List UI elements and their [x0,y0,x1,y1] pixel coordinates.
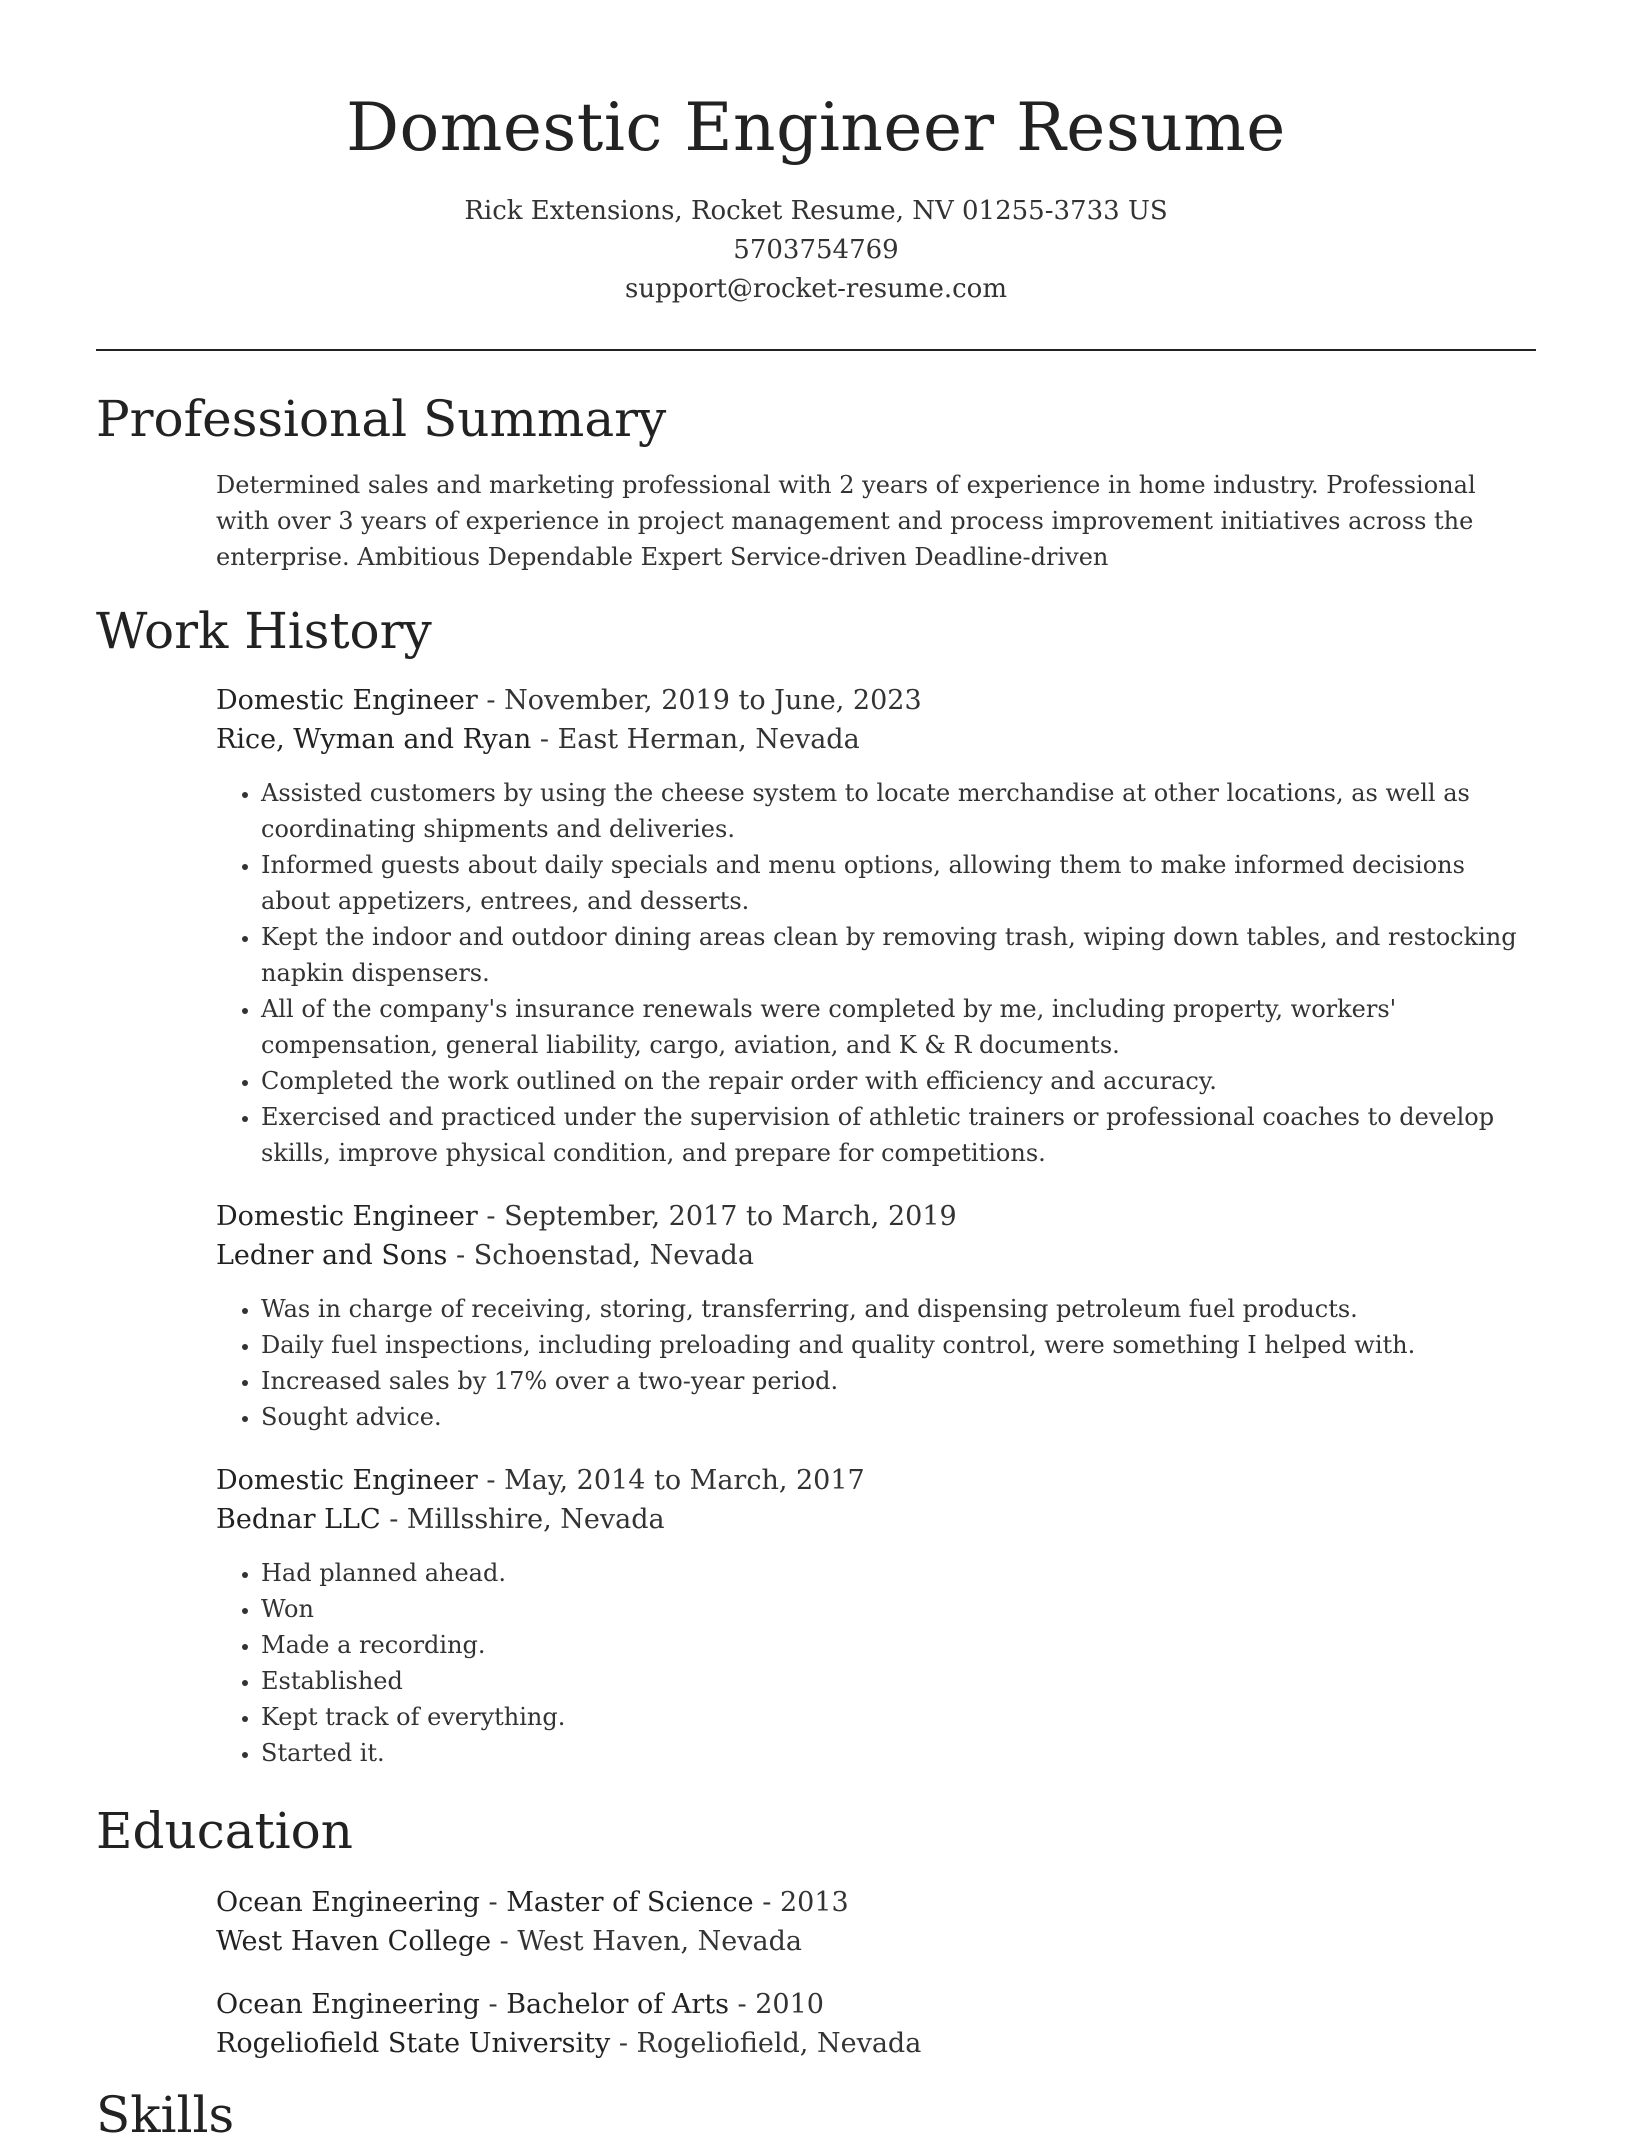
separator: - [479,1989,507,2020]
degree-field: Ocean Engineering [216,1887,480,1918]
separator: - [447,1240,474,1271]
job-title: Domestic Engineer [216,685,478,716]
job-title: Domestic Engineer [216,1465,478,1496]
contact-email: support@rocket-resume.com [624,274,1007,304]
job-title-line [216,1461,1536,1500]
degree-field: Ocean Engineering [216,1989,480,2020]
job-bullet: • Kept the indoor and outdoor dining areas clean by removing trash, wiping down tables, and restocking napkin dispensers. [261,919,1536,991]
skills-heading: Skills [96,2086,235,2144]
job-bullet: • Made a recording. [261,1627,1536,1663]
school-line [216,2024,1536,2063]
job-bullet: • Assisted customers by using the cheese system to locate merchandise at other locations, as well as coordinating shipments and deliveries. [261,775,1536,847]
job-bullets [216,1555,1536,1771]
contact-block [96,192,1536,309]
degree-name: Master of Science [506,1887,754,1918]
job-company-line [216,720,1536,759]
school-location: West Haven, Nevada [517,1926,802,1957]
school-name: West Haven College [216,1926,492,1957]
job-bullet: • All of the company's insurance renewals were completed by me, including property, workers' compensation, general liability, cargo, aviation, and K & R documents. [261,991,1536,1063]
summary-text: Determined sales and marketing professional with 2 years of experience in home industry. Professional with over 3 years of experience in project management and process improvement initiatives across the enterprise. Ambitious Dependable Expert Service-driven Deadline-driven [216,471,1476,571]
job-bullet: • Daily fuel inspections, including preloading and quality control, were something I helped with. [261,1327,1536,1363]
job-bullet: • Informed guests about daily specials and menu options, allowing them to make informed decisions about appetizers, entrees, and desserts. [261,847,1536,919]
separator: - [753,1887,780,1918]
contact-address: Rick Extensions, Rocket Resume, NV 01255-3733 US [464,196,1168,226]
education-entry [216,1883,1536,1961]
job-company-line [216,1500,1536,1539]
separator: - [491,1926,518,1957]
job-bullet: • Was in charge of receiving, storing, transferring, and dispensing petroleum fuel products. [261,1291,1536,1327]
job-bullets [216,1291,1536,1435]
contact-phone: 5703754769 [733,235,899,265]
school-line [216,1922,1536,1961]
job-dates: November, 2019 to June, 2023 [504,685,922,716]
job-bullet: • Started it. [261,1735,1536,1771]
separator: - [477,1201,505,1232]
education-heading: Education [96,1802,353,1860]
job-bullets [216,775,1536,1171]
job-bullet: • Completed the work outlined on the repair order with efficiency and accuracy. [261,1063,1536,1099]
work-history-heading: Work History [96,602,432,660]
separator: - [380,1504,407,1535]
separator: - [610,2028,637,2059]
job-bullet: • Had planned ahead. [261,1555,1536,1591]
job-location: Millsshire, Nevada [406,1504,665,1535]
job-title: Domestic Engineer [216,1201,478,1232]
job-dates: May, 2014 to March, 2017 [504,1465,865,1496]
separator: - [477,685,505,716]
separator: - [728,1989,756,2020]
resume-page [96,0,1536,2145]
job-bullet: • Won [261,1591,1536,1627]
degree-year: 2010 [755,1989,824,2020]
separator: - [477,1465,505,1496]
job-bullet: • Kept track of everything. [261,1699,1536,1735]
resume-title: Domestic Engineer Resume [346,89,1286,166]
degree-line [216,1883,1536,1922]
job-company: Ledner and Sons [216,1240,448,1271]
degree-name: Bachelor of Arts [506,1989,729,2020]
degree-year: 2013 [779,1887,849,1918]
job-entry [216,1461,1536,1771]
job-company-line [216,1236,1536,1275]
job-title-line [216,681,1536,720]
job-bullet: • Sought advice. [261,1399,1536,1435]
job-company: Rice, Wyman and Ryan [216,724,532,755]
education-entry [216,1985,1536,2063]
header-divider [96,349,1536,351]
school-location: Rogeliofield, Nevada [636,2028,922,2059]
job-location: East Herman, Nevada [557,724,860,755]
school-name: Rogeliofield State University [216,2028,611,2059]
summary-heading: Professional Summary [96,390,667,448]
job-bullet: • Exercised and practiced under the supervision of athletic trainers or professional coaches to develop skills, improve physical condition, and prepare for competitions. [261,1099,1536,1171]
job-bullet: • Increased sales by 17% over a two-year period. [261,1363,1536,1399]
job-bullet: • Established [261,1663,1536,1699]
job-dates: September, 2017 to March, 2019 [504,1201,957,1232]
job-company: Bednar LLC [216,1504,381,1535]
job-location: Schoenstad, Nevada [473,1240,754,1271]
separator: - [531,724,558,755]
job-entry [216,681,1536,1171]
degree-line [216,1985,1536,2024]
job-entry [216,1197,1536,1435]
separator: - [479,1887,507,1918]
job-title-line [216,1197,1536,1236]
